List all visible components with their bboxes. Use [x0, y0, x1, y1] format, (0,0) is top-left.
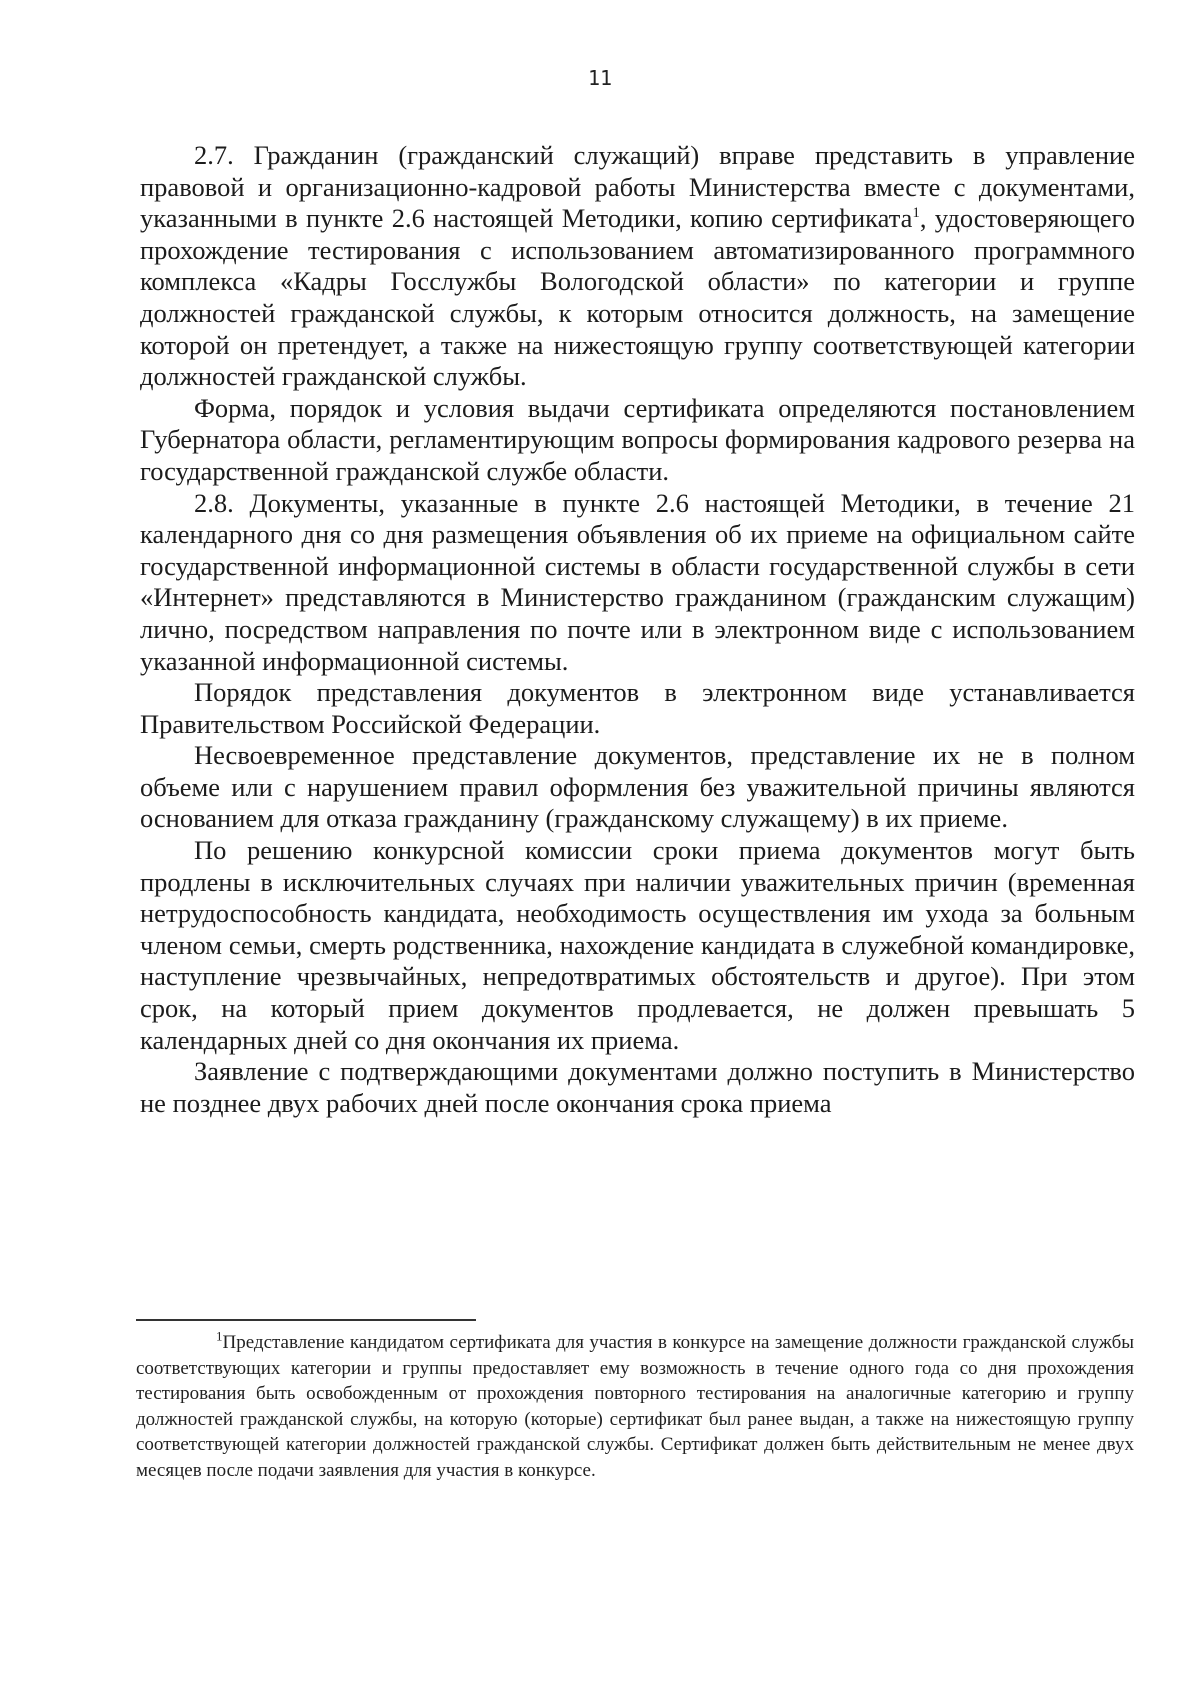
paragraph-2-7: [140, 140, 1135, 393]
paragraph-2-8: 2.8. Документы, указанные в пункте 2.6 настоящей Методики, в течение 21 календарного дня со дня размещения объявления об их приеме на официальном сайте государственной информационной системы в области государственной службы в сети «Интернет» представляются в Министерство гражданином (гражданским служащим) лично, посредством направления по почте или в электронном виде с использованием указанной информационной системы.: [140, 487, 1135, 676]
footnote-text-block: [136, 1330, 1134, 1484]
footnote-reference: 1: [912, 205, 920, 222]
paragraph-electronic-submission: Порядок представления документов в электронном виде устанавливается Правительством Российской Федерации.: [140, 677, 1135, 739]
footnote-divider: [136, 1319, 476, 1321]
page-number: 11: [587, 66, 613, 90]
footnote-marker: 1: [216, 1328, 223, 1344]
footnote: [136, 1330, 1134, 1484]
paragraph-application-deadline: Заявление с подтверждающими документами должно поступить в Министерство не позднее двух рабочих дней после окончания срока приема: [140, 1056, 1135, 1118]
main-text: [140, 140, 1135, 1119]
footnote-text: Представление кандидатом сертификата для участия в конкурсе на замещение должности гражданской службы соответствующих категории и группы предоставляет ему возможность в течение одного года со дня прохождения тестирования быть освобожденным от прохождения повторного тестирования на аналогичные категорию и группу должностей гражданской службы, на которую (которые) сертификат был ранее выдан, а также на нижестоящую группу соответствующей категории должностей гражданской службы. Сертификат должен быть действительным не менее двух месяцев после подачи заявления для участия в конкурсе.: [136, 1332, 1134, 1481]
paragraph-2-7-part-2: , удостоверяющего прохождение тестирования с использованием автоматизированного программного комплекса «Кадры Госслужбы Вологодской области» по категории и группе должностей гражданской службы, к которым относится должность, на замещение которой он претендует, а также на нижестоящую группу соответствующей категории должностей гражданской службы.: [140, 203, 1136, 392]
paragraph-late-submission: Несвоевременное представление документов, представление их не в полном объеме или с нарушением правил оформления без уважительной причины являются основанием для отказа гражданину (гражданскому служащему) в их приеме.: [140, 740, 1135, 834]
paragraph-deadline-extension: По решению конкурсной комиссии сроки приема документов могут быть продлены в исключительных случаях при наличии уважительных причин (временная нетрудоспособность кандидата, необходимость осуществления им ухода за больным членом семьи, смерть родственника, нахождение кандидата в служебной командировке, наступление чрезвычайных, непредотвратимых обстоятельств и другое). При этом срок, на который прием документов продлевается, не должен превышать 5 календарных дней со дня окончания их приема.: [140, 835, 1135, 1055]
paragraph-certificate-form: Форма, порядок и условия выдачи сертификата определяются постановлением Губернатора области, регламентирующим вопросы формирования кадрового резерва на государственной гражданской службе области.: [140, 392, 1135, 486]
paragraph-2-7-part-1: 2.7. Гражданин (гражданский служащий) вправе представить в управление правовой и организационно-кадровой работы Министерства вместе с документами, указанными в пункте 2.6 настоящей Методики, копию сертификата: [140, 140, 1135, 234]
